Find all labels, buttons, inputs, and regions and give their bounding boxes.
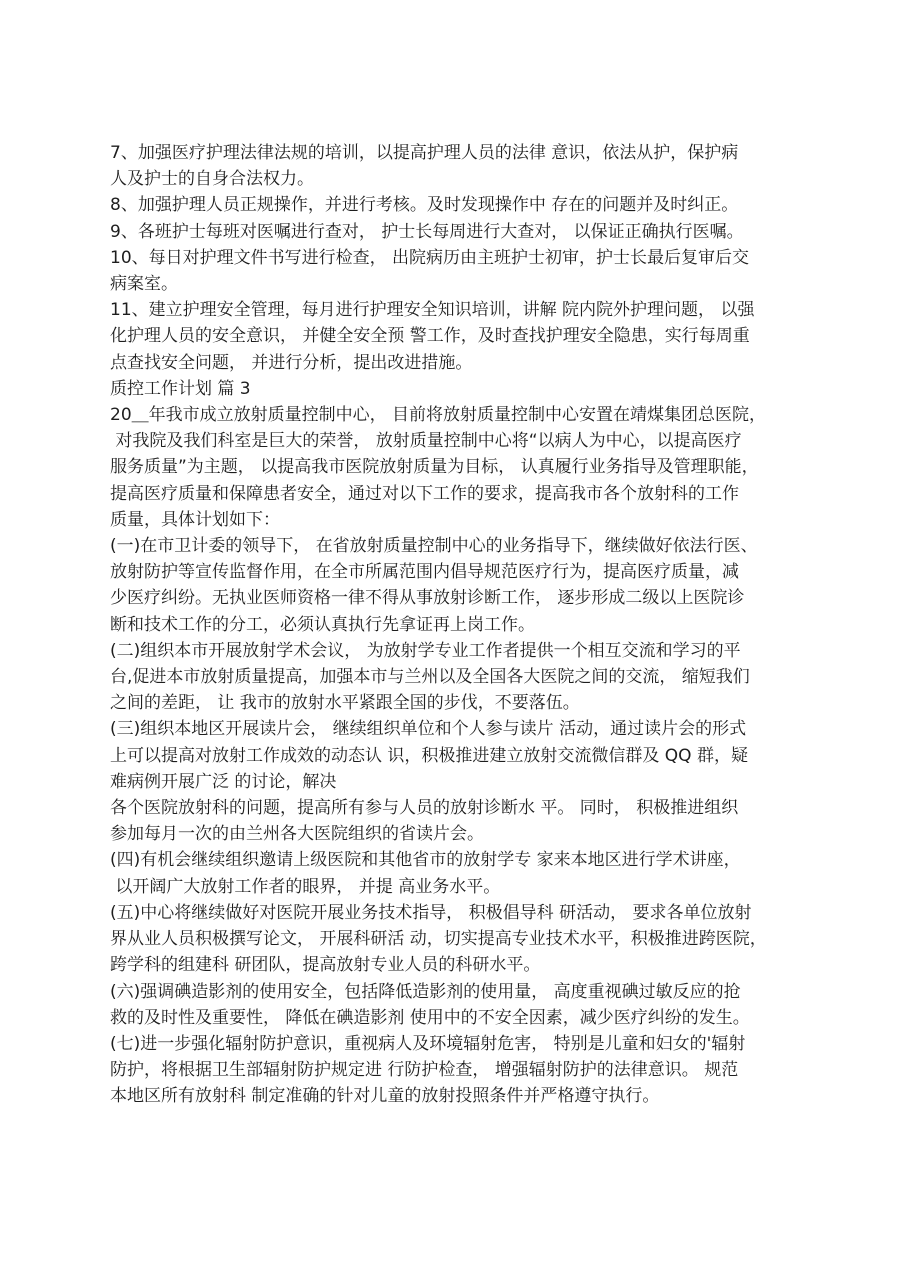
text-line: 以开阔广大放射工作者的眼界， 并提 高业务水平。 [110,876,501,897]
text-line: 各个医院放射科的问题，提高所有参与人员的放射诊断水 平。 同时， 积极推进组织 [110,798,739,819]
text-line: 人及护士的自身合法权力。 [110,169,314,190]
text-line: 7、加强医疗护理法律法规的培训，以提高护理人员的法律 意识，依法从护，保护病 [110,143,739,163]
text-line: 之间的差距， 让 我市的放射水平紧跟全国的步伐，不要落伍。 [110,693,580,714]
text-line: (五)中心将继续做好对医院开展业务技术指导， 积极倡导科 研活动， 要求各单位放射 [110,902,752,923]
text-line: 难病例开展广泛 的讨论，解决 [110,771,337,792]
text-line: 服务质量”为主题， 以提高我市医院放射质量为目标， 认真履行业务指导及管理职能， [110,457,759,478]
document-body [110,140,810,1110]
text-line: 11、建立护理安全管理，每月进行护理安全知识培训，讲解 院内院外护理问题， 以强 [110,300,755,321]
text-line: 本地区所有放射科 制定准确的针对儿童的放射投照条件并严格遵守执行。 [110,1086,660,1107]
text-line: 点查找安全问题， 并进行分析，提出改进措施。 [110,352,473,373]
text-line: 对我院及我们科室是巨大的荣誉， 放射质量控制中心将“以病人为中心，以提高医疗 [110,431,742,452]
text-line: 防护，将根据卫生部辐射防护规定进 行防护检查， 增强辐射防护的法律意识。 规范 [110,1060,739,1081]
text-line: 台,促进本市放射质量提高，加强本市与兰州以及全国各大医院之间的交流， 缩短我们 [110,667,750,688]
text-line: (四)有机会继续组织邀请上级医院和其他省市的放射学专 家来本地区进行学术讲座， [110,850,741,871]
text-line: 断和技术工作的分工，必须认真执行先拿证再上岗工作。 [110,614,535,635]
text-line: 界从业人员积极撰写论文， 开展科研活 动，切实提高专业技术水平，积极推进跨医院， [110,929,767,950]
text-line: 10、每日对护理文件书写进行检查， 出院病历由主班护士初审，护士长最后复审后交 [110,247,750,268]
text-line: 提高医疗质量和保障患者安全，通过对以下工作的要求，提高我市各个放射科的工作 [110,483,739,504]
text-line: (三)组织本地区开展读片会， 继续组织单位和个人参与读片 活动，通过读片会的形式 [110,719,747,740]
text-line: 8、加强护理人员正规操作，并进行考核。及时发现操作中 存在的问题并及时纠正。 [110,195,739,216]
text-line: (七)进一步强化辐射防护意识，重视病人及环境辐射危害， 特别是儿童和妇女的'辐射 [110,1033,746,1054]
text-line: 救的及时性及重要性， 降低在碘造影剂 使用中的不安全因素，减少医疗纠纷的发生。 [110,1007,750,1028]
text-line: 20＿年我市成立放射质量控制中心， 目前将放射质量控制中心安置在靖煤集团总医院， [110,405,767,426]
text-line: 病案室。 [110,274,178,295]
text-line: (一)在市卫计委的领导下， 在省放射质量控制中心的业务指导下，继续做好依法行医、 [110,536,758,557]
text-line: 参加每月一次的由兰州各大医院组织的省读片会。 [110,824,484,845]
text-line: 9、各班护士每班对医嘱进行查对， 护士长每周进行大查对， 以保证正确执行医嘱。 [110,221,744,242]
text-line: (二)组织本市开展放射学术会议， 为放射学专业工作者提供一个相互交流和学习的平 [110,640,741,661]
text-line: 化护理人员的安全意识， 并健全安全预 警工作，及时查找护理安全隐患，实行每周重 [110,326,750,347]
text-line: 放射防护等宣传监督作用，在全市所属范围内倡导规范医疗行为，提高医疗质量，减 [110,562,739,583]
text-line: 少医疗纠纷。无执业医师资格一律不得从事放射诊断工作， 逐步形成二级以上医院诊 [110,588,745,609]
text-line: 质量，具体计划如下： [110,509,280,530]
text-line: 跨学科的组建科 研团队，提高放射专业人员的科研水平。 [110,955,541,976]
text-line: 上可以提高对放射工作成效的动态认 识，积极推进建立放射交流微信群及 QQ 群，疑 [110,745,748,766]
text-line: (六)强调碘造影剂的使用安全，包括降低造影剂的使用量， 高度重视碘过敏反应的抢 [110,981,741,1002]
text-line: 质控工作计划 篇 3 [110,378,251,399]
